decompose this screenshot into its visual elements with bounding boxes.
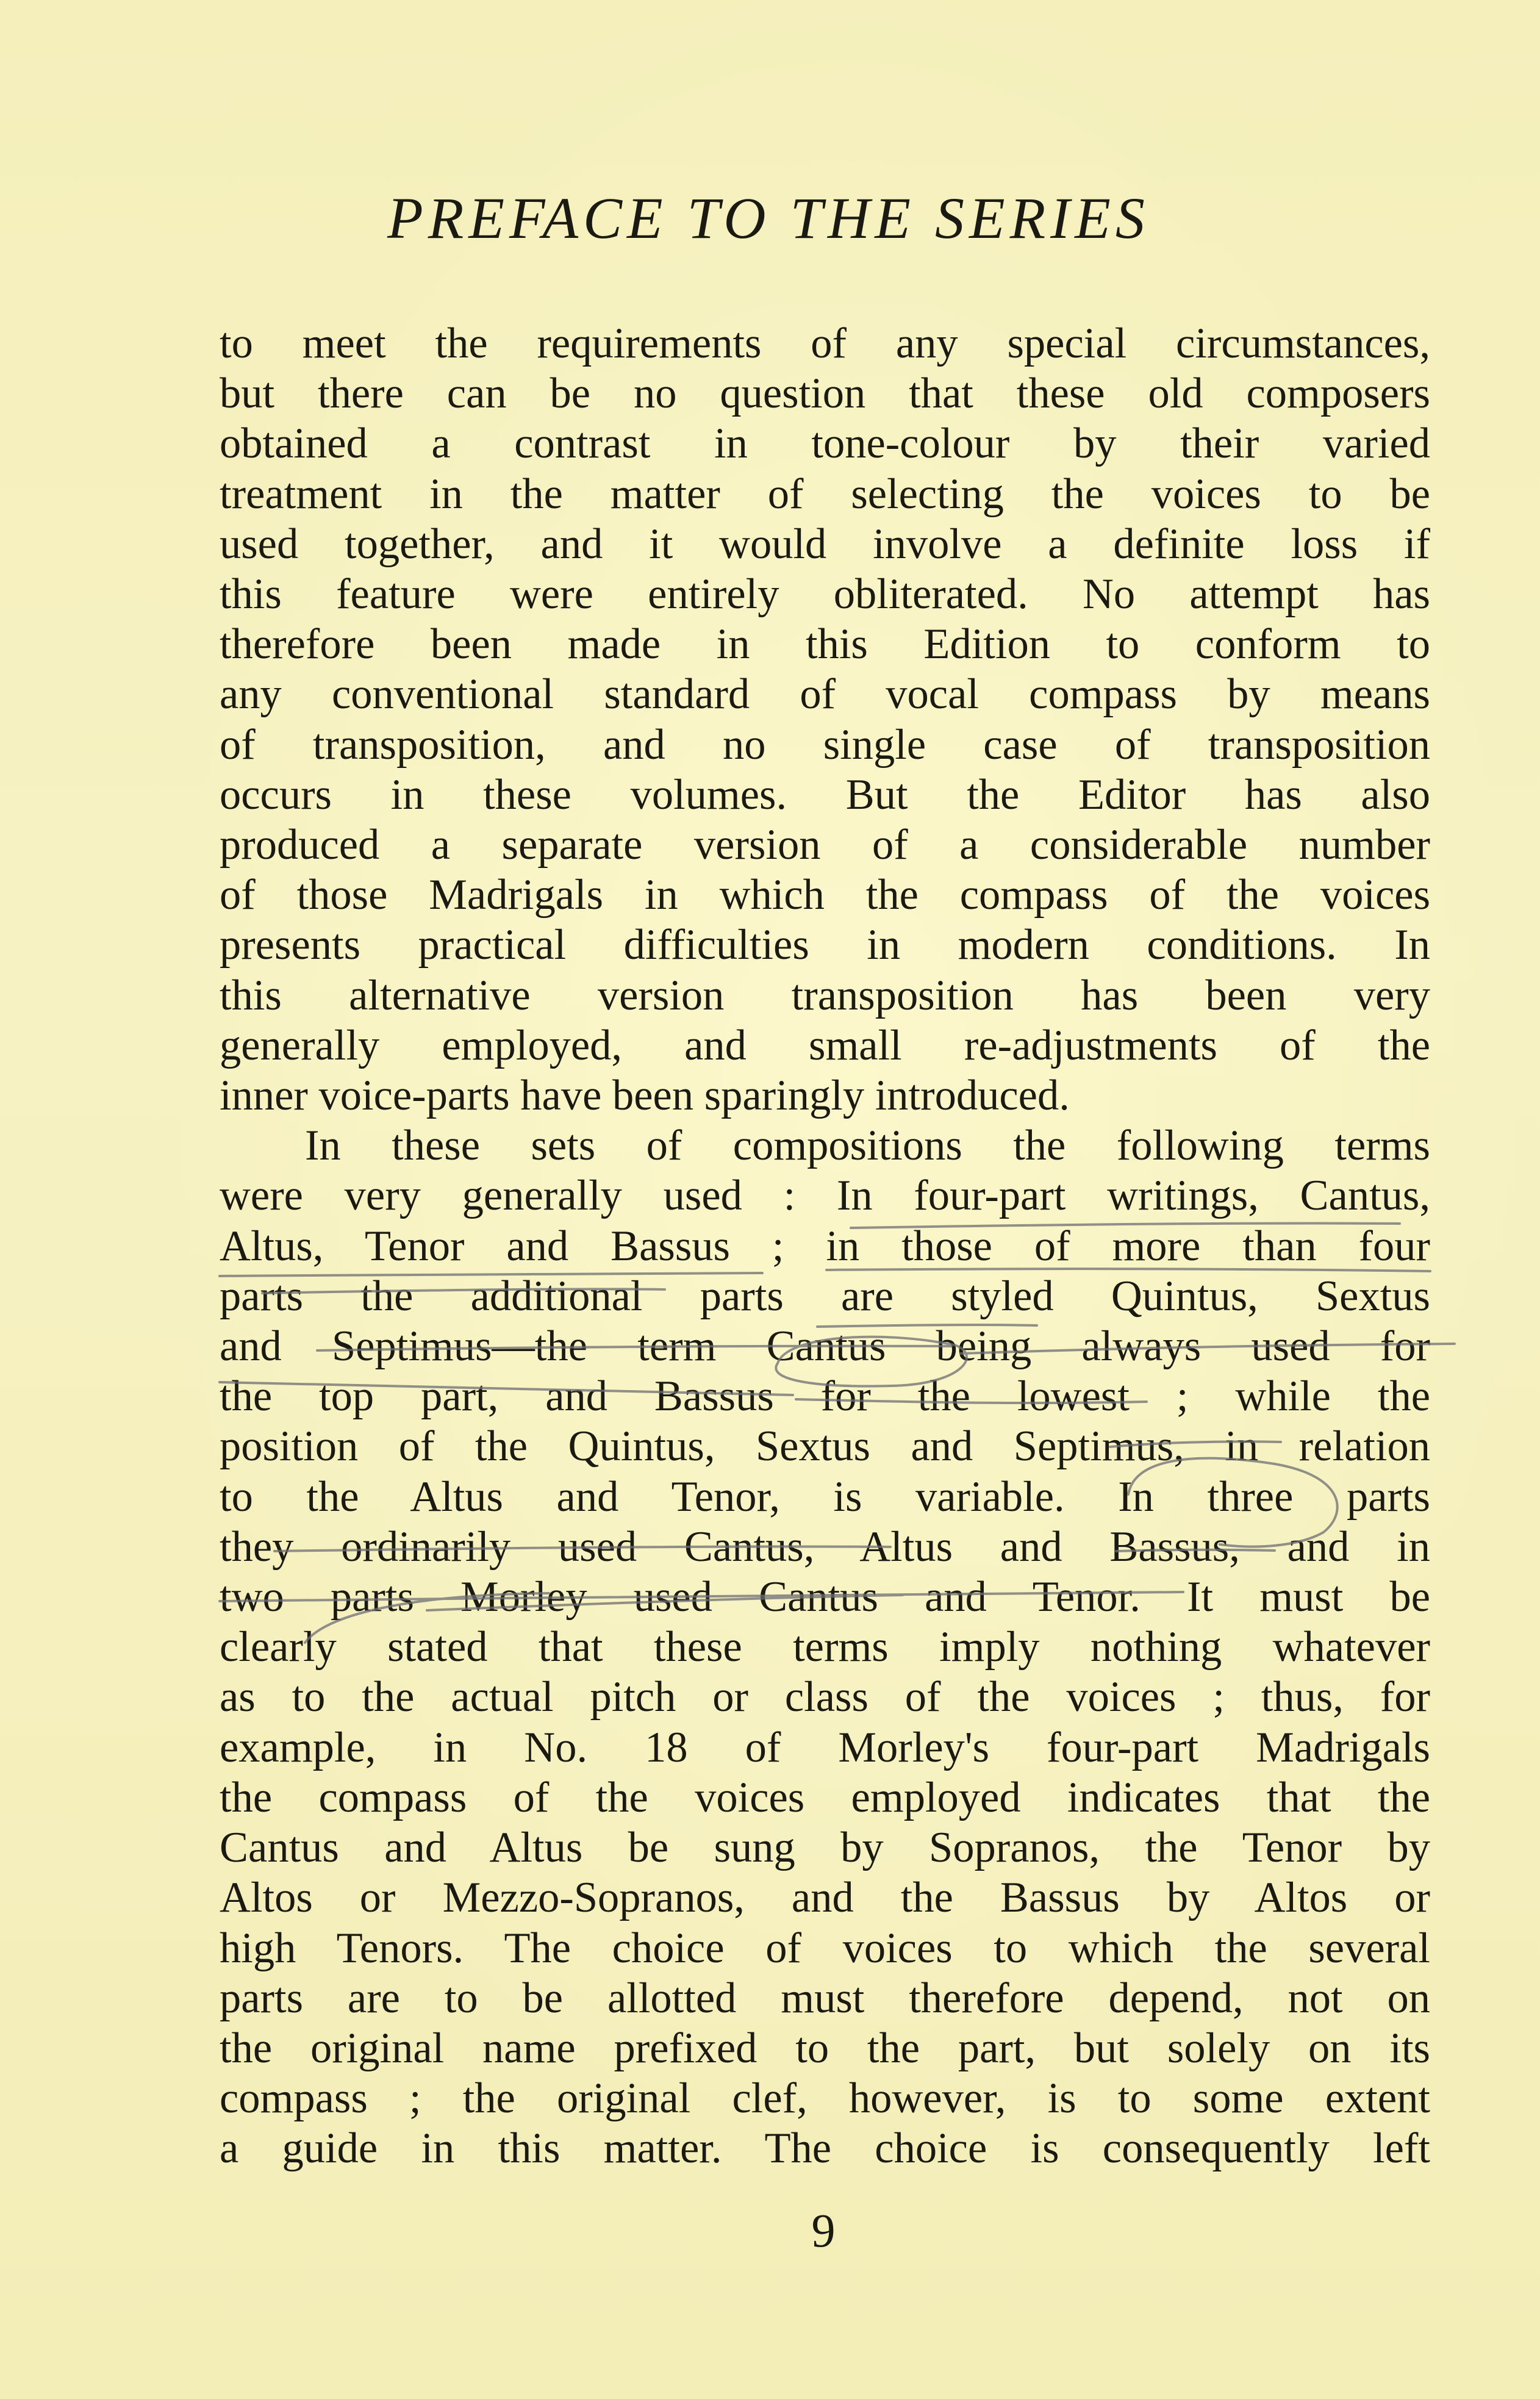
text-line: example, in No. 18 of Morley's four-part Madrigals [220, 1723, 1430, 1771]
text-line: two parts Morley used Cantus and Tenor. It must be [220, 1573, 1430, 1621]
text-line: therefore been made in this Edition to conform to [220, 620, 1430, 669]
text-line: of those Madrigals in which the compass of the voices [220, 871, 1430, 919]
text-line: they ordinarily used Cantus, Altus and Bassus, and in [220, 1522, 1430, 1571]
text-line: position of the Quintus, Sextus and Septimus, in relation [220, 1422, 1430, 1471]
text-line: of transposition, and no single case of transposition [220, 720, 1430, 769]
text-line: Altus, Tenor and Bassus ; in those of more than four [220, 1222, 1430, 1270]
text-line: obtained a contrast in tone-colour by their varied [220, 420, 1430, 468]
text-line: treatment in the matter of selecting the voices to be [220, 470, 1430, 518]
text-line: the original name prefixed to the part, but solely on its [220, 2024, 1430, 2072]
paragraph-first-line: In these sets of compositions the following terms [305, 1122, 1430, 1170]
text-line: a guide in this matter. The choice is consequently left [220, 2125, 1430, 2173]
running-head: PREFACE TO THE SERIES [387, 185, 1150, 251]
text-line: generally employed, and small re-adjustments of the [220, 1021, 1430, 1069]
text-line: to the Altus and Tenor, is variable. In three parts [220, 1472, 1430, 1521]
text-line: were very generally used : In four-part writings, Cantus, [220, 1172, 1430, 1220]
page-number: 9 [811, 2204, 836, 2257]
text-line: occurs in these volumes. But the Editor has also [220, 770, 1430, 819]
text-line: to meet the requirements of any special circumstances, [220, 320, 1430, 367]
text-line: Cantus and Altus be sung by Sopranos, the Tenor by [220, 1824, 1430, 1872]
text-line: clearly stated that these terms imply nothing whatever [220, 1623, 1430, 1671]
text-line: high Tenors. The choice of voices to which the several [220, 1924, 1430, 1972]
text-line: produced a separate version of a considerable number [220, 821, 1430, 869]
text-line: as to the actual pitch or class of the voices ; thus, for [220, 1673, 1430, 1721]
body-text [220, 318, 1430, 2174]
text-line: compass ; the original clef, however, is to some extent [220, 2074, 1430, 2123]
text-line: but there can be no question that these old composers [220, 370, 1430, 418]
text-line: any conventional standard of vocal compass by means [220, 670, 1430, 719]
text-line: Altos or Mezzo-Sopranos, and the Bassus by Altos or [220, 1874, 1430, 1922]
text-line: used together, and it would involve a definite loss if [220, 520, 1430, 568]
text-line: parts the additional parts are styled Quintus, Sextus [220, 1272, 1430, 1320]
text-line: and Septimus—the term Cantus being always used for [220, 1322, 1430, 1371]
text-line: parts are to be allotted must therefore depend, not on [220, 1974, 1430, 2022]
text-line: inner voice-parts have been sparingly introduced. [220, 1072, 1070, 1120]
text-line: the compass of the voices employed indicates that the [220, 1773, 1430, 1821]
text-line: this feature were entirely obliterated. No attempt has [220, 570, 1430, 619]
text-line: the top part, and Bassus for the lowest ; while the [220, 1372, 1430, 1421]
text-line: this alternative version transposition has been very [220, 971, 1430, 1019]
text-line: presents practical difficulties in modern conditions. In [220, 921, 1430, 969]
